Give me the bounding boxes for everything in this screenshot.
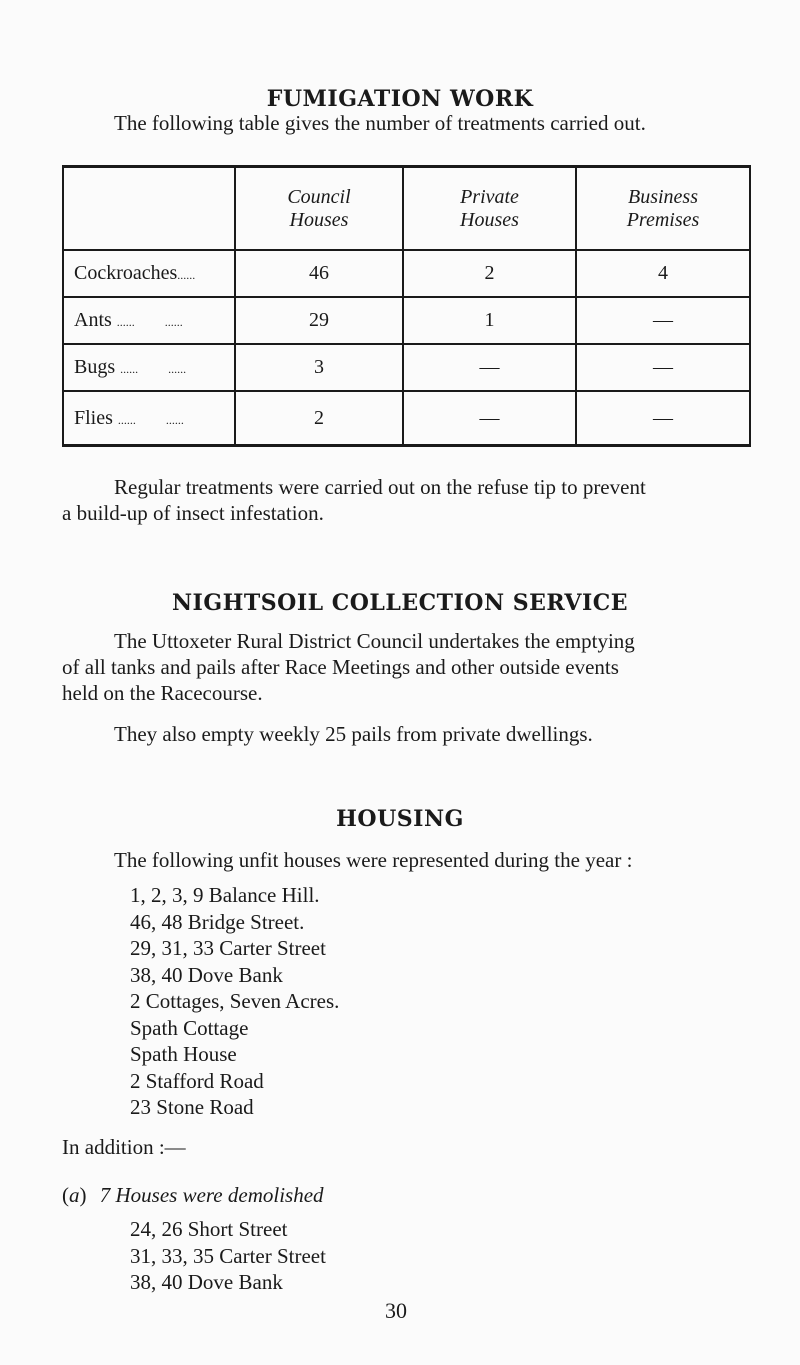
cell-private: — [403, 391, 576, 446]
fumigation-table [62, 165, 751, 447]
nightsoil-heading: NIGHTSOIL COLLECTION SERVICE [171, 590, 629, 616]
list-item: 38, 40 Dove Bank [130, 1270, 283, 1294]
table-row [63, 250, 750, 297]
list-item: 2 Cottages, Seven Acres. [130, 989, 340, 1013]
table-header-row [63, 167, 750, 251]
list-item: 2 Stafford Road [130, 1068, 264, 1093]
list-item: 38, 40 Dove Bank [130, 962, 283, 987]
unfit-houses-list [130, 882, 339, 1121]
cell-council: 2 [235, 391, 403, 446]
in-addition: In addition :— [62, 1135, 186, 1159]
cell-business: 4 [576, 250, 750, 297]
demolished-list [130, 1216, 326, 1296]
cell-council: 46 [235, 250, 403, 297]
cell-private: — [403, 344, 576, 391]
housing-intro: The following unfit houses were represented during the year : [114, 848, 633, 872]
header-business-premises: Business Premises [576, 167, 750, 251]
cell-private: 1 [403, 297, 576, 344]
page-number: 30 [385, 1298, 407, 1323]
list-item: 46, 48 Bridge Street. [130, 909, 305, 934]
list-item: 29, 31, 33 Carter Street [130, 936, 326, 960]
table-row [63, 297, 750, 344]
list-item: 24, 26 Short Street [130, 1217, 288, 1241]
list-item: 23 Stone Road [130, 1095, 254, 1119]
fumigation-note-line2: a build-up of insect infestation. [62, 501, 324, 525]
header-blank [63, 167, 235, 251]
list-item: 1, 2, 3, 9 Balance Hill. [130, 883, 320, 907]
row-label: Bugs ...... ...... [63, 344, 235, 391]
row-label: Flies ...... ...... [63, 391, 235, 446]
list-item: Spath House [130, 1042, 237, 1066]
nightsoil-para1-line3: held on the Racecourse. [62, 681, 263, 705]
row-label: Ants ...... ...... [63, 297, 235, 344]
row-label: Cockroaches...... [63, 250, 235, 297]
fumigation-heading: FUMIGATION WORK [266, 86, 534, 112]
fumigation-intro: The following table gives the number of treatments carried out. [114, 111, 646, 135]
housing-heading: HOUSING [336, 806, 464, 832]
header-private-houses: Private Houses [403, 167, 576, 251]
demolished-heading: (a) 7 Houses were demolished [62, 1183, 324, 1207]
fumigation-note-line1: Regular treatments were carried out on the refuse tip to prevent [114, 475, 646, 499]
nightsoil-para1-line2: of all tanks and pails after Race Meetings and other outside events [62, 655, 619, 679]
list-item: Spath Cottage [130, 1015, 249, 1040]
header-council-houses: Council Houses [235, 167, 403, 251]
table-row [63, 391, 750, 446]
nightsoil-para1-line1: The Uttoxeter Rural District Council undertakes the emptying [114, 629, 635, 653]
cell-business: — [576, 344, 750, 391]
cell-council: 29 [235, 297, 403, 344]
list-item: 31, 33, 35 Carter Street [130, 1243, 326, 1268]
nightsoil-para2: They also empty weekly 25 pails from private dwellings. [114, 722, 593, 746]
cell-business: — [576, 391, 750, 446]
cell-council: 3 [235, 344, 403, 391]
cell-business: — [576, 297, 750, 344]
table-row [63, 344, 750, 391]
cell-private: 2 [403, 250, 576, 297]
